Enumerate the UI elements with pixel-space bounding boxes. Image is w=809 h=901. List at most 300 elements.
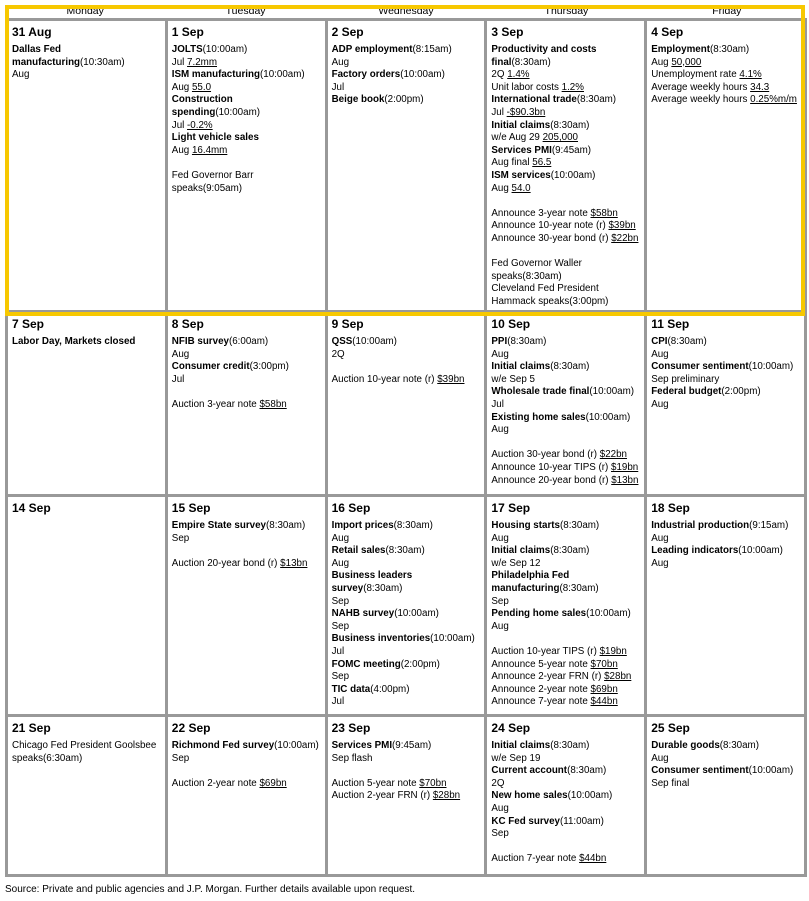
event-line	[172, 183, 321, 196]
event-line	[491, 816, 640, 829]
event-value: -0.2%	[187, 119, 213, 131]
event-name: FOMC meeting	[331, 658, 401, 670]
event-line	[491, 765, 640, 778]
event-line	[172, 44, 321, 57]
event-detail: Sep	[331, 620, 350, 632]
line-spacer	[491, 841, 640, 854]
event-line	[172, 361, 321, 374]
calendar-grid	[5, 18, 807, 877]
event-detail: Aug	[651, 56, 672, 68]
event-detail: Announce 5-year note	[491, 658, 591, 670]
day-date: 25 Sep	[651, 721, 690, 735]
event-name: Wholesale trade final	[491, 386, 590, 398]
line-spacer	[491, 195, 640, 208]
event-detail: Fed Governor Waller	[491, 258, 582, 270]
event-name: TIC data	[331, 683, 371, 695]
economic-calendar	[5, 5, 807, 877]
event-detail: Sep	[491, 828, 509, 840]
event-detail: (2:00pm)	[400, 658, 440, 670]
event-line	[651, 753, 800, 766]
day-cell	[5, 313, 165, 497]
event-name: final	[491, 56, 512, 68]
event-detail: speaks(6:30am)	[12, 752, 83, 764]
event-line	[491, 220, 640, 233]
event-line	[332, 545, 481, 558]
event-name: Existing home sales	[491, 411, 586, 423]
event-name: Beige book	[331, 94, 385, 106]
event-line	[491, 283, 640, 296]
event-line	[172, 120, 321, 133]
event-detail: Jul	[331, 696, 345, 708]
day-date: 14 Sep	[12, 501, 51, 515]
event-line	[172, 374, 321, 387]
day-cell	[644, 497, 807, 717]
event-line	[172, 132, 321, 145]
event-name: ADP employment	[331, 44, 413, 55]
event-line	[651, 386, 800, 399]
event-line	[491, 778, 640, 791]
event-name: Durable goods	[651, 740, 720, 751]
event-line	[491, 233, 640, 246]
day-cell	[325, 313, 485, 497]
event-line	[491, 94, 640, 107]
event-detail: w/e Sep 19	[491, 752, 541, 764]
event-detail: Fed Governor Barr	[171, 169, 254, 181]
event-line	[491, 853, 640, 866]
event-line	[332, 633, 481, 646]
event-value: 54.0	[511, 182, 531, 194]
event-line	[332, 621, 481, 634]
event-detail: Aug	[171, 144, 192, 156]
event-detail: Aug	[491, 182, 512, 194]
event-value: $44bn	[590, 696, 618, 708]
day-cell	[644, 21, 807, 313]
day-date: 11 Sep	[651, 317, 690, 331]
event-name: International trade	[491, 94, 577, 106]
event-line	[491, 646, 640, 659]
event-name: Initial claims	[491, 361, 551, 373]
event-line	[172, 82, 321, 95]
event-detail: Aug final	[491, 157, 533, 169]
event-detail: Announce 20-year bond (r)	[491, 474, 612, 486]
event-detail: Sep	[331, 671, 350, 683]
event-value: 0.25%m/m	[750, 94, 797, 106]
event-detail: w/e Aug 29	[491, 132, 543, 144]
event-line	[491, 44, 640, 57]
event-detail: Jul	[331, 645, 345, 657]
event-detail: Aug	[651, 348, 669, 360]
event-line	[332, 57, 481, 70]
event-name: spending	[171, 106, 216, 118]
line-spacer	[491, 633, 640, 646]
event-value: $44bn	[579, 853, 607, 865]
event-line	[651, 94, 800, 107]
day-date: 21 Sep	[12, 721, 51, 735]
event-line	[332, 671, 481, 684]
event-detail: (8:30am)	[559, 520, 600, 531]
event-detail: (8:30am)	[719, 740, 759, 751]
event-name: Import prices	[331, 520, 394, 531]
event-value: 34.3	[750, 81, 770, 93]
event-line	[332, 82, 481, 95]
event-detail: (8:30am)	[385, 545, 425, 557]
event-name: Productivity and costs	[491, 44, 597, 55]
event-value: $13bn	[280, 557, 308, 569]
event-name: Consumer sentiment	[651, 765, 749, 777]
event-line	[172, 57, 321, 70]
event-detail: Announce 7-year note	[491, 696, 591, 708]
event-detail: Auction 20-year bond (r)	[171, 557, 281, 569]
day-cell	[325, 497, 485, 717]
event-line	[651, 520, 800, 533]
day-cell	[325, 717, 485, 877]
event-detail: (10:00am)	[748, 765, 794, 777]
event-line	[491, 157, 640, 170]
event-detail: (8:30am)	[667, 336, 707, 347]
event-line	[491, 583, 640, 596]
event-line	[491, 533, 640, 546]
event-detail: Auction 7-year note	[491, 853, 580, 865]
event-name: Consumer sentiment	[651, 361, 749, 373]
event-detail: (8:30am)	[709, 44, 750, 55]
weekday-header-row	[5, 5, 807, 18]
event-detail: (10:00am)	[394, 608, 439, 620]
event-detail: w/e Sep 5	[491, 373, 535, 385]
event-value: $70bn	[590, 658, 618, 670]
event-name: Services PMI	[491, 144, 552, 156]
event-detail: Aug	[651, 532, 669, 544]
event-line	[651, 82, 800, 95]
event-line	[332, 520, 481, 533]
event-detail: (6:00am)	[228, 336, 269, 347]
event-line	[491, 412, 640, 425]
day-date: 16 Sep	[331, 501, 371, 515]
event-detail: 2Q	[331, 348, 345, 360]
event-line	[172, 94, 321, 107]
event-name: Employment	[651, 44, 710, 55]
event-name: Light vehicle sales	[171, 132, 259, 144]
event-name: Factory orders	[331, 69, 401, 81]
event-detail: Average weekly hours	[651, 94, 751, 106]
event-line	[332, 94, 481, 107]
event-line	[491, 671, 640, 684]
event-value: $39bn	[437, 373, 465, 385]
event-line	[12, 336, 161, 349]
event-detail: (10:00am)	[352, 336, 397, 347]
event-line	[491, 349, 640, 362]
event-detail: Aug	[491, 424, 509, 436]
event-line	[491, 621, 640, 634]
day-date: 7 Sep	[12, 317, 45, 331]
event-line	[172, 740, 321, 753]
event-value: 205,000	[542, 132, 579, 144]
event-name: Initial claims	[491, 545, 551, 557]
event-detail: Aug	[491, 802, 509, 814]
event-detail: Jul	[491, 106, 507, 118]
calendar-week-row	[5, 497, 807, 717]
event-detail: Jul	[331, 81, 345, 93]
event-value: $70bn	[419, 777, 447, 789]
event-detail: Aug	[331, 557, 350, 569]
calendar-week-row	[5, 21, 807, 313]
weekday-header-friday: Friday	[712, 5, 742, 17]
event-line	[332, 778, 481, 791]
event-name: QSS	[331, 336, 353, 347]
event-line	[332, 570, 481, 583]
weekday-header-tuesday: Tuesday	[225, 5, 266, 17]
event-detail: (10:00am)	[550, 169, 596, 181]
event-detail: Aug	[171, 348, 190, 360]
event-detail: Aug	[651, 557, 669, 569]
event-line	[332, 608, 481, 621]
event-value: 1.4%	[507, 69, 530, 81]
event-name: Construction	[171, 94, 233, 106]
event-name: Empire State survey	[171, 520, 267, 531]
event-name: Retail sales	[331, 545, 386, 557]
event-name: manufacturing	[491, 582, 560, 594]
day-cell	[484, 497, 644, 717]
event-line	[172, 753, 321, 766]
event-detail: Aug	[651, 752, 669, 764]
event-detail: (9:45am)	[551, 144, 592, 156]
event-line	[12, 740, 161, 753]
event-detail: Aug	[331, 532, 350, 544]
event-detail: Aug	[171, 81, 192, 93]
line-spacer	[172, 386, 321, 399]
event-detail: Aug	[491, 620, 509, 632]
event-name: Business leaders	[331, 570, 413, 582]
event-value: $19bn	[599, 645, 627, 657]
event-detail: (8:30am)	[511, 56, 551, 68]
event-line	[172, 69, 321, 82]
day-cell	[5, 21, 165, 313]
event-detail: (10:30am)	[80, 56, 125, 68]
event-detail: speaks(8:30am)	[491, 270, 562, 282]
event-line	[332, 44, 481, 57]
event-detail: Aug	[331, 56, 350, 68]
event-value: $28bn	[432, 790, 461, 802]
event-detail: 2Q	[491, 69, 508, 81]
event-detail: (8:30am)	[550, 119, 590, 131]
event-line	[332, 753, 481, 766]
event-name: NFIB survey	[171, 336, 229, 347]
event-line	[491, 208, 640, 221]
event-line	[332, 646, 481, 659]
event-line	[651, 44, 800, 57]
event-name: ISM manufacturing	[171, 69, 260, 81]
event-line	[172, 558, 321, 571]
event-detail: Sep	[331, 595, 350, 607]
day-date: 22 Sep	[171, 721, 211, 735]
event-line	[491, 570, 640, 583]
event-line	[491, 170, 640, 183]
event-name: Federal budget	[651, 386, 722, 398]
event-name: survey	[331, 582, 364, 594]
event-detail: speaks(9:05am)	[171, 182, 243, 194]
event-detail: Sep final	[651, 777, 690, 789]
event-line	[12, 753, 161, 766]
event-name: manufacturing	[12, 56, 81, 68]
event-detail: (8:30am)	[550, 740, 590, 751]
event-detail: (8:30am)	[507, 336, 547, 347]
event-detail: (10:00am)	[585, 411, 631, 423]
event-line	[491, 790, 640, 803]
event-name: Housing starts	[491, 520, 560, 531]
event-name: ISM services	[491, 169, 551, 181]
event-name: KC Fed survey	[491, 815, 560, 827]
event-line	[651, 558, 800, 571]
event-name: NAHB survey	[331, 608, 395, 620]
event-line	[491, 69, 640, 82]
day-date: 1 Sep	[171, 25, 204, 39]
event-line	[651, 374, 800, 387]
day-date: 2 Sep	[331, 25, 364, 39]
event-name: Labor Day, Markets closed	[12, 336, 136, 347]
event-detail: (9:15am)	[749, 520, 789, 531]
event-line	[491, 145, 640, 158]
event-detail: Sep	[171, 752, 190, 764]
event-detail: (8:30am)	[363, 582, 403, 594]
event-detail: Jul	[171, 119, 188, 131]
event-line	[491, 386, 640, 399]
event-name: Initial claims	[491, 740, 551, 751]
event-name: Services PMI	[331, 740, 393, 751]
event-detail: (9:45am)	[392, 740, 432, 751]
event-name: JOLTS	[171, 44, 203, 55]
event-line	[491, 82, 640, 95]
line-spacer	[491, 246, 640, 259]
weekday-header-thursday: Thursday	[544, 5, 589, 17]
event-detail: Announce 10-year note (r)	[491, 220, 609, 232]
event-line	[332, 583, 481, 596]
event-detail: (10:00am)	[215, 106, 260, 118]
event-line	[332, 558, 481, 571]
event-detail: Auction 5-year note	[331, 777, 420, 789]
event-name: Pending home sales	[491, 608, 587, 620]
line-spacer	[172, 545, 321, 558]
event-value: 50,000	[671, 56, 702, 68]
event-detail: (10:00am)	[259, 69, 305, 81]
day-date: 24 Sep	[491, 721, 531, 735]
event-line	[491, 271, 640, 284]
event-detail: (8:30am)	[576, 94, 617, 106]
event-detail: (8:30am)	[266, 520, 306, 531]
day-cell	[165, 717, 325, 877]
event-line	[651, 545, 800, 558]
event-name: Initial claims	[491, 119, 551, 131]
day-cell	[644, 313, 807, 497]
event-detail: Announce 10-year TIPS (r)	[491, 461, 612, 473]
event-line	[12, 57, 161, 70]
event-detail: (4:00pm)	[370, 683, 410, 695]
event-detail: (8:15am)	[412, 44, 452, 55]
event-detail: Auction 2-year FRN (r)	[331, 790, 433, 802]
event-detail: (2:00pm)	[721, 386, 761, 398]
day-date: 8 Sep	[171, 317, 204, 331]
event-detail: (10:00am)	[400, 69, 445, 81]
event-detail: 2Q	[491, 777, 505, 789]
event-line	[172, 107, 321, 120]
event-line	[172, 778, 321, 791]
event-detail: Hammack speaks(3:00pm)	[491, 295, 609, 307]
event-value: 4.1%	[739, 69, 762, 81]
event-name: CPI	[651, 336, 668, 347]
event-line	[491, 696, 640, 709]
event-name: Dallas Fed	[12, 44, 62, 55]
event-detail: Auction 2-year note	[171, 777, 260, 789]
event-line	[332, 69, 481, 82]
event-name: Consumer credit	[171, 361, 250, 373]
event-line	[491, 374, 640, 387]
event-line	[651, 399, 800, 412]
event-detail: Sep	[171, 532, 190, 544]
day-cell	[5, 717, 165, 877]
event-name: New home sales	[491, 790, 568, 802]
event-line	[491, 57, 640, 70]
day-date: 17 Sep	[491, 501, 531, 515]
event-line	[332, 349, 481, 362]
event-line	[491, 424, 640, 437]
event-line	[172, 399, 321, 412]
event-line	[651, 57, 800, 70]
event-line	[491, 361, 640, 374]
source-footnote: Source: Private and public agencies and J.P. Morgan. Further details available upon request.	[5, 884, 416, 895]
event-line	[491, 558, 640, 571]
day-cell	[484, 313, 644, 497]
event-line	[332, 336, 481, 349]
event-detail: Sep flash	[331, 752, 373, 764]
event-line	[491, 596, 640, 609]
event-detail: (10:00am)	[586, 608, 631, 620]
event-detail: Auction 3-year note	[171, 398, 260, 410]
event-line	[12, 44, 161, 57]
event-value: 55.0	[191, 81, 212, 93]
event-line	[332, 696, 481, 709]
line-spacer	[172, 765, 321, 778]
day-cell	[165, 313, 325, 497]
event-line	[491, 659, 640, 672]
day-date: 4 Sep	[651, 25, 684, 39]
day-date: 31 Aug	[12, 25, 52, 39]
day-date: 18 Sep	[651, 501, 690, 515]
event-detail: Announce 2-year FRN (r)	[491, 671, 605, 683]
line-spacer	[172, 157, 321, 170]
event-line	[651, 336, 800, 349]
event-value: $22bn	[611, 232, 639, 244]
event-detail: Sep	[491, 595, 509, 607]
event-value: $69bn	[259, 777, 287, 789]
event-line	[172, 533, 321, 546]
event-detail: (8:30am)	[559, 582, 599, 594]
event-detail: (8:30am)	[550, 545, 590, 557]
line-spacer	[491, 437, 640, 450]
event-name: Leading indicators	[651, 545, 739, 557]
event-line	[651, 740, 800, 753]
event-detail: Aug	[12, 69, 30, 81]
event-line	[491, 258, 640, 271]
event-detail: Unemployment rate	[651, 69, 740, 81]
event-detail: Cleveland Fed President	[491, 283, 599, 295]
event-detail: Jul	[171, 373, 185, 385]
event-line	[332, 374, 481, 387]
day-cell	[484, 717, 644, 877]
event-line	[651, 361, 800, 374]
event-detail: (10:00am)	[748, 361, 794, 373]
event-value: 1.2%	[561, 81, 584, 93]
event-line	[332, 533, 481, 546]
line-spacer	[332, 361, 481, 374]
weekday-header-wednesday: Wednesday	[378, 5, 434, 17]
